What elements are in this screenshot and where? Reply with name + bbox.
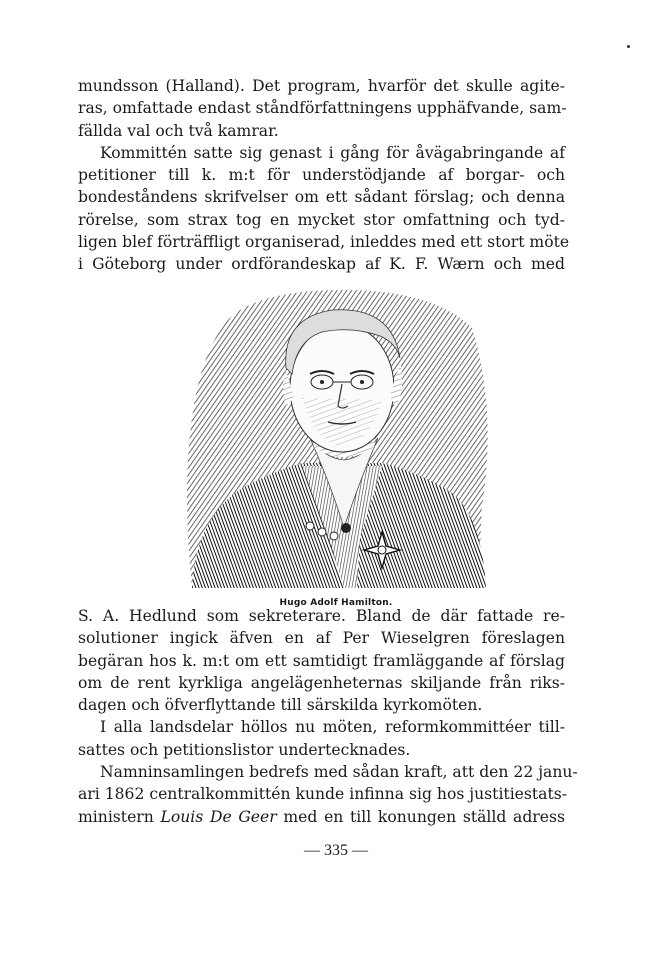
text-line: bondeståndens skrifvelser om ett sådant förslag; och denna <box>78 188 565 207</box>
text-line: begäran hos k. m:t om ett samtidigt framläggande af förslag <box>78 651 565 670</box>
text-line: ari 1862 centralkommittén kunde infinna sig hos justitiestats- <box>78 785 568 804</box>
text-line: ras, omfattade endast ståndförfattningens upphäfvande, sam- <box>78 99 567 118</box>
page-speck <box>627 45 630 48</box>
portrait-caption: Hugo Adolf Hamilton. <box>279 598 393 608</box>
text-line <box>78 806 565 828</box>
text-line: solutioner ingick äfven en af Per Wieselgren föreslagen <box>78 629 565 648</box>
text-line: fällda val och två kamrar. <box>78 121 279 140</box>
paragraph-bottom <box>78 605 578 828</box>
text-line: dagen och öfverflyttande till särskilda kyrkomöten. <box>78 696 483 715</box>
text-line: om de rent kyrkliga angelägenheternas skiljande från riks- <box>78 673 565 692</box>
text-fragment: med en till konungen ställd adress <box>276 807 565 826</box>
text-line: I alla landsdelar höllos nu möten, reformkommittéer till- <box>100 718 565 737</box>
portrait-engraving <box>182 288 498 588</box>
text-line: Namninsamlingen bedrefs med sådan kraft, att den 22 janu- <box>100 763 578 782</box>
text-line: sattes och petitionslistor undertecknades. <box>78 740 411 759</box>
text-line: mundsson (Halland). Det program, hvarför det skulle agite- <box>78 77 565 95</box>
italic-name: Louis De Geer <box>160 807 277 826</box>
page-number: — 335 — <box>304 842 368 859</box>
text-line: rörelse, som strax tog en mycket stor omfattning och tyd- <box>78 210 565 229</box>
text-line: i Göteborg under ordförandeskap af K. F. Wærn och med <box>78 255 565 274</box>
text-line: ligen blef förträffligt organiserad, inleddes med ett stort möte <box>78 233 570 252</box>
text-line: petitioner till k. m:t för understödjande af borgar- och <box>78 166 565 185</box>
text-line: S. A. Hedlund som sekreterare. Bland de där fattade re- <box>78 607 565 625</box>
text-fragment: ministern <box>78 807 161 826</box>
text-line: Kommittén satte sig genast i gång för åvägabringande af <box>100 143 565 162</box>
paragraph-top <box>78 75 570 276</box>
